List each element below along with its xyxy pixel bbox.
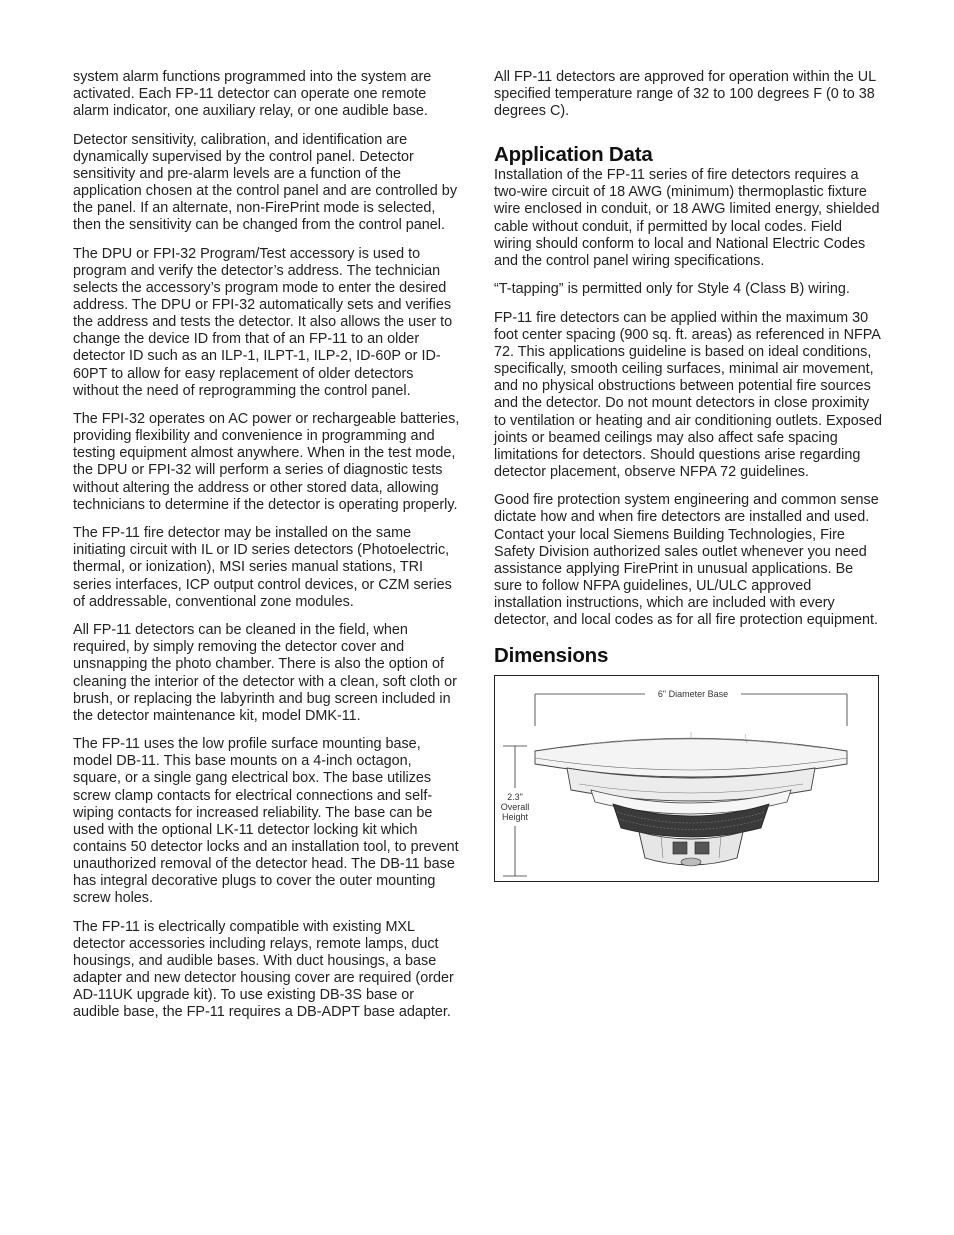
left-paragraph-2: Detector sensitivity, calibration, and identification are dynamically supervised by the control panel. Detector sensitivity and pre-alarm levels are a function of the application chosen at the control panel and are controlled by the panel. If an alternate, non-FirePrint mode is selected, then the sensitivity can be changed from the control panel. (73, 131, 458, 234)
application-paragraph-2: “T-tapping” is permitted only for Style 4 (Class B) wiring. (494, 281, 850, 298)
left-paragraph-4: The FPI-32 operates on AC power or rechargeable batteries, providing flexibility and convenience in programming and testing equipment almost anywhere. When in the test mode, the DPU or FPI-32 will perform a series of diagnostic tests without altering the address or other stored data, allowing technicians to determine if the detector is operating properly. (73, 411, 460, 513)
left-column (73, 69, 461, 1033)
height-label-height: Height (501, 812, 529, 823)
left-paragraph-5: The FP-11 fire detector may be installed on the same initiating circuit with IL or ID series detectors (Photoelectric, thermal, or ionization), MSI series manual stations, TRI series interfaces, ICP output control devices, or CZM series of addressable, conventional zone modules. (73, 525, 452, 610)
left-paragraph-7: The FP-11 uses the low profile surface mounting base, model DB-11. This base mounts on a 4-inch octagon, square, or a single gang electrical box. The base utilizes screw clamp contacts for electrical connections and self-wiping contacts for increased reliability. The base can be used with the optional LK-11 detector locking kit which contains 50 detector locks and an installation tool, to prevent unauthorized removal of the detector head. The DB-11 base has integral decorative plugs to cover the outer mounting screw holes. (73, 736, 459, 907)
temperature-range-paragraph: All FP-11 detectors are approved for operation within the UL specified temperature range of 32 to 100 degrees F (0 to 38 degrees C). (494, 69, 876, 120)
application-paragraph-4: Good fire protection system engineering and common sense dictate how and when fire detectors are installed and used. Contact your local Siemens Building Technologies, Fire Safety Division authorized sales outlet whenever you need assistance applying FirePrint in unusual applications. Be sure to follow NFPA guidelines, UL/ULC approved installation instructions, which are included with every detector, and local codes as for all fire protection equipment. (494, 492, 879, 629)
dimensions-heading: Dimensions (494, 644, 609, 668)
application-paragraph-3: FP-11 fire detectors can be applied within the maximum 30 foot center spacing (900 sq. ft. areas) as referenced in NFPA 72. This applications guideline is based on ideal conditions, specifically, smooth ceiling surfaces, minimal air movement, and no physical obstructions between potential fire sources and the detector. Do not mount detectors in close proximity to ventilation or heating and air conditioning outlets. Exposed joints or beamed ceilings may also affect safe spacing limitations for detectors. Should questions arise regarding detector placement, observe NFPA 72 guidelines. (494, 309, 883, 480)
height-label-overall: Overall (500, 802, 530, 813)
left-paragraph-1: system alarm functions programmed into the system are activated. Each FP-11 detector can operate one remote alarm indicator, one auxiliary relay, or one audible base. (73, 69, 432, 120)
application-data-heading: Application Data (494, 143, 653, 167)
left-paragraph-8: The FP-11 is electrically compatible with existing MXL detector accessories including relays, remote lamps, duct housings, and audible bases. With duct housings, a base adapter and new detector housing cover are required (order AD-11UK upgrade kit). To use existing DB-3S base or audible base, the FP-11 requires a DB-ADPT base adapter. (73, 918, 454, 1021)
application-paragraph-1: Installation of the FP-11 series of fire detectors requires a two-wire circuit of 18 AWG (minimum) thermoplastic fixture wire enclosed in conduit, or 18 AWG limited energy, shielded cable without conduit, if permitted by local codes. Field wiring should conform to local and National Electric Codes and the control panel wiring specifications. (494, 167, 880, 269)
left-paragraph-6: All FP-11 detectors can be cleaned in the field, when required, by simply removing the detector cover and unsnapping the photo chamber. There is also the option of cleaning the interior of the detector with a clean, soft cloth or brush, or replacing the labyrinth and bug screen included in the detector maintenance kit, model DMK-11. (73, 622, 457, 724)
dimensions-figure (494, 675, 879, 882)
height-value: 2.3" (507, 792, 523, 803)
right-column (494, 69, 882, 882)
left-paragraph-3: The DPU or FPI-32 Program/Test accessory is used to program and verify the detector’s address. The technician selects the accessory’s program mode to enter the desired address. The DPU or FPI-32 automatically sets and verifies the address and tests the detector. It also allows the user to change the device ID from that of an FP-11 to an older detector ID such as an ILP-1, ILPT-1, ILP-2, ID-60P or ID-60PT to allow for easy replacement of older detectors without the need of reprogramming the control panel. (73, 245, 453, 399)
diameter-label: 6" Diameter Base (657, 689, 729, 700)
detector-drawing (495, 676, 880, 883)
